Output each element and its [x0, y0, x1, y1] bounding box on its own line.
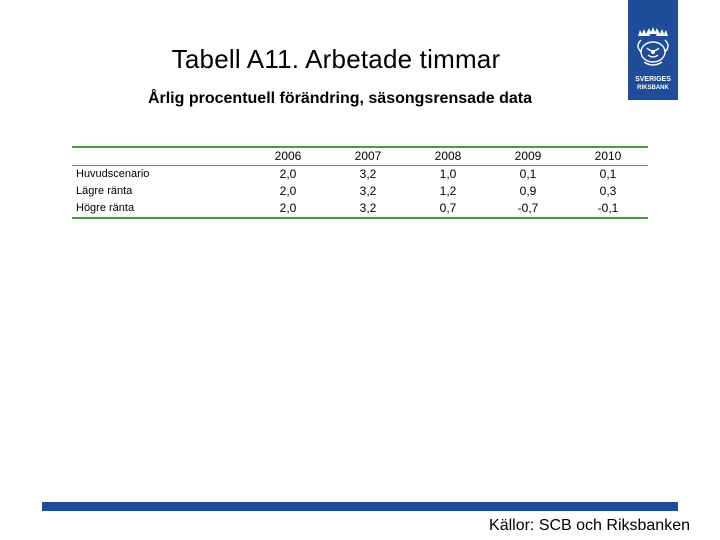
logo-text-riksbank: RIKSBANK	[637, 85, 669, 91]
header-cell-year: 2009	[514, 149, 542, 163]
page-title: Tabell A11. Arbetade timmar	[171, 44, 501, 74]
hours-worked-table	[72, 146, 648, 219]
row-label: Lägre ränta	[76, 185, 133, 197]
table-cell: 3,2	[359, 184, 377, 198]
table-cell: 0,1	[519, 167, 537, 181]
data-table-container	[72, 146, 648, 219]
table-cell: 0,7	[439, 201, 457, 215]
table-row	[72, 166, 648, 184]
table-cell: -0,7	[517, 201, 539, 215]
row-label: Huvudscenario	[76, 168, 150, 180]
table-cell: 0,9	[519, 184, 537, 198]
table-cell: 3,2	[359, 167, 377, 181]
table-cell: 2,0	[279, 167, 297, 181]
row-label: Högre ränta	[76, 202, 135, 214]
table-cell: 1,0	[439, 167, 457, 181]
table-cell: 0,3	[599, 184, 617, 198]
table-cell: 2,0	[279, 184, 297, 198]
table-cell: 3,2	[359, 201, 377, 215]
header-cell-year: 2008	[434, 149, 462, 163]
source-note: Källor: SCB och Riksbanken	[489, 517, 690, 534]
header-cell-year: 2010	[594, 149, 622, 163]
table-cell: 1,2	[439, 184, 457, 198]
crown-crest-icon	[628, 0, 678, 76]
header-cell-label	[72, 147, 248, 166]
riksbank-logo	[628, 0, 678, 100]
table-row	[72, 183, 648, 200]
table-header-row	[72, 147, 648, 166]
header-cell-year: 2007	[354, 149, 382, 163]
table-cell: 2,0	[279, 201, 297, 215]
header-cell-year: 2006	[274, 149, 302, 163]
table-cell: -0,1	[597, 201, 619, 215]
table-cell: 0,1	[599, 167, 617, 181]
footer-bar	[42, 502, 678, 511]
logo-text-sveriges: SVERIGES	[635, 76, 671, 83]
page-subtitle: Årlig procentuell förändring, säsongsrensade data	[147, 90, 533, 107]
table-row	[72, 200, 648, 218]
